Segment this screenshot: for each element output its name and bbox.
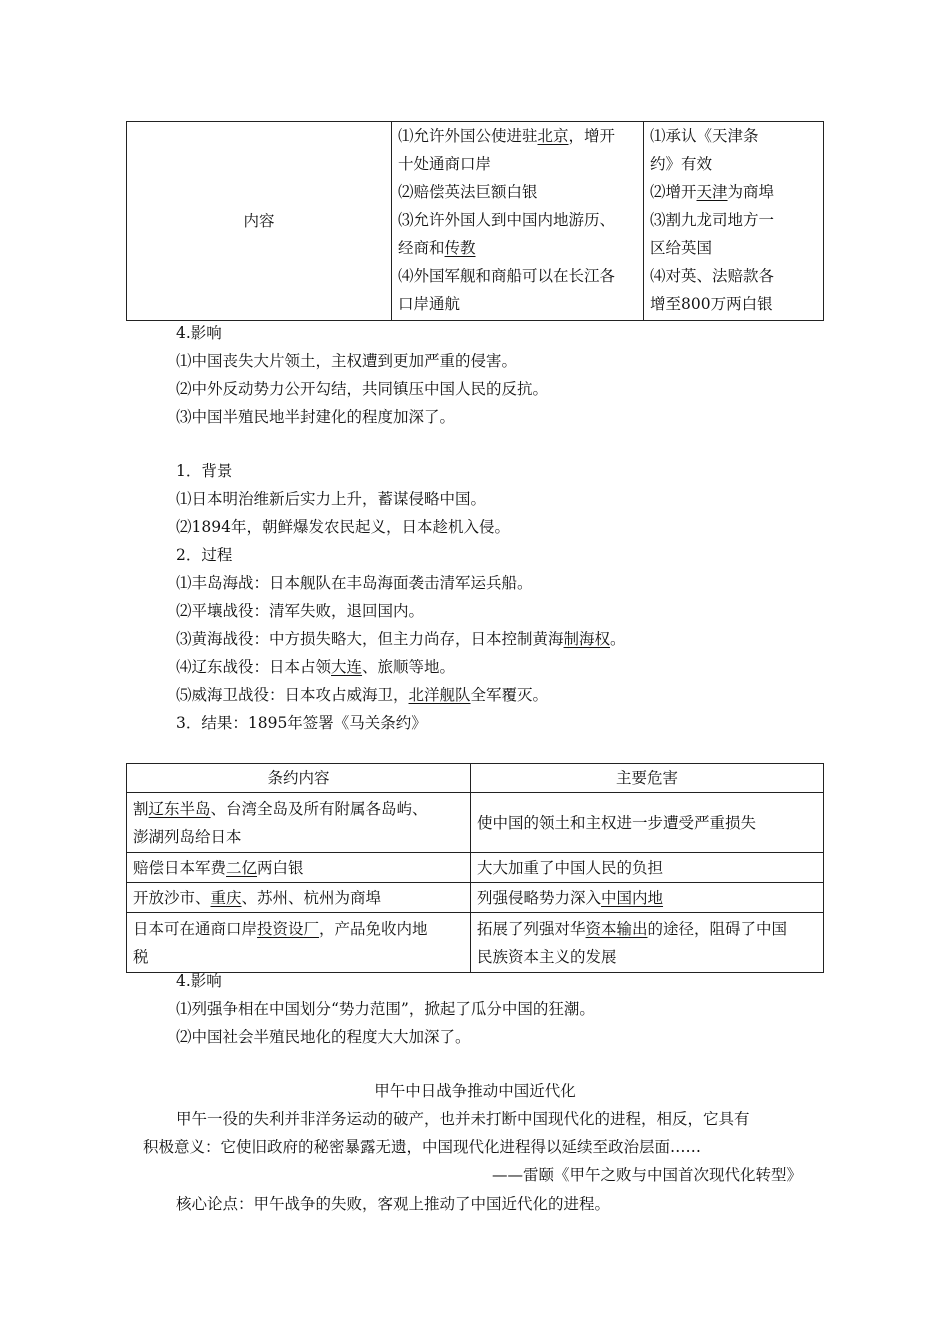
text-line [398,290,637,318]
text-segment: ⑷外国军舰和商船可以在长江各 [398,267,616,285]
underlined-term: 制海权 [563,630,611,648]
text-line [398,178,637,206]
text-segment: ⑵1894年，朝鲜爆发农民起义，日本趁机入侵。 [176,518,510,536]
text-line [176,569,626,597]
harm-cell [471,883,824,913]
text-segment: 开放沙市、 [133,888,211,907]
text-segment: 口岸通航 [398,295,461,313]
text-segment: 两白银 [257,858,304,877]
text-line [398,150,637,178]
beijing-treaty-cell [392,122,644,321]
text-line [398,234,637,262]
text-line [477,915,817,943]
text-segment: 拓展了列强对华 [477,919,586,938]
core-argument: 核心论点：甲午战争的失败，客观上推动了中国近代化的进程。 [176,1195,611,1213]
impact-section-2 [176,967,595,1051]
text-segment: ，增开 [568,127,616,145]
text-line [176,485,626,513]
text-segment: 为商埠 [727,183,775,201]
text-segment: 4.影响 [176,324,222,342]
underlined-term: 二亿 [226,858,258,877]
underlined-term: 北京 [537,127,569,145]
harm-cell [471,913,824,973]
text-line [176,1023,595,1051]
harm-cell [471,853,824,883]
text-segment: ⑴允许外国公使进驻 [398,127,538,145]
text-segment: 使中国的领土和主权进一步遭受严重损失 [477,813,757,832]
text-line [477,884,817,912]
text-segment: 大大加重了中国人民的负担 [477,858,664,877]
text-segment: 3．结果：1895年签署《马关条约》 [176,714,427,732]
impact-section-1 [176,319,548,431]
text-line [398,122,637,150]
row-label: 内容 [243,212,275,230]
terms-cell [127,913,471,973]
text-segment: ⑶允许外国人到中国内地游历、 [398,211,616,229]
text-segment: 十处通商口岸 [398,155,492,173]
terms-cell [127,883,471,913]
text-segment: ⑴中国丧失大片领土，主权遭到更加严重的侵害。 [176,352,518,370]
text-segment: ⑴丰岛海战：日本舰队在丰岛海面袭击清军运兵船。 [176,574,533,592]
text-segment: 。 [610,630,626,648]
text-line [133,915,464,943]
header-terms: 条约内容 [127,764,471,793]
underlined-term: 中国内地 [601,888,664,907]
section-lines [176,457,626,737]
text-line [398,262,637,290]
header-harm: 主要危害 [471,764,824,793]
text-segment: 的途径，阻碍了中国 [647,919,788,938]
essay-paragraph-2: 积极意义：它使旧政府的秘密暴露无遗，中国现代化进程得以延续至政治层面…… [143,1138,702,1156]
text-segment: 经商和 [398,239,445,257]
convention-cell [644,122,824,321]
text-segment: ⑶黄海战役：中方损失略大，但主力尚存，日本控制黄海 [176,630,564,648]
text-line [398,206,637,234]
underlined-term: 北洋舰队 [408,686,471,704]
text-segment: 、苏州、杭州为商埠 [241,888,382,907]
text-line [176,541,626,569]
text-line [176,681,626,709]
treaty-content-table [126,121,824,321]
text-line [650,262,817,290]
text-line [650,122,817,150]
text-segment: 民族资本主义的发展 [477,947,617,966]
essay-title: 甲午中日战争推动中国近代化 [374,1082,576,1100]
text-segment: 2．过程 [176,546,233,564]
shimonoseki-treaty-table [126,763,824,973]
text-line [650,206,817,234]
text-segment: ⑷辽东战役：日本占领 [176,658,332,676]
sino-japanese-war-section [176,457,626,737]
cell-lines [650,122,817,318]
terms-cell [127,793,471,853]
text-segment: 约》有效 [650,155,713,173]
row-label-cell [127,122,392,321]
text-line [176,597,626,625]
text-line [176,319,548,347]
text-segment: 全军覆灭。 [470,686,549,704]
text-segment: ⑷对英、法赔款各 [650,267,775,285]
text-line [176,513,626,541]
text-line [133,884,464,912]
text-segment: 日本可在通商口岸 [133,919,258,938]
text-segment: ⑴日本明治维新后实力上升，蓄谋侵略中国。 [176,490,487,508]
text-line [133,823,464,851]
underlined-term: 重庆 [210,888,242,907]
text-segment: ⑵中国社会半殖民地化的程度大大加深了。 [176,1028,471,1046]
underlined-term: 投资设厂 [257,919,320,938]
text-line [176,457,626,485]
text-segment: ⑶中国半殖民地半封建化的程度加深了。 [176,408,456,426]
essay-source: ——雷颐《甲午之败与中国首次现代化转型》 [491,1166,802,1184]
text-segment: 4.影响 [176,972,222,990]
text-line [176,625,626,653]
text-line [477,809,817,837]
text-segment: ⑵增开 [650,183,697,201]
text-segment: ⑶割九龙司地方一 [650,211,775,229]
text-line [133,854,464,882]
underlined-term: 辽东半岛 [148,799,211,818]
text-line [650,290,817,318]
text-segment: ⑴列强争相在中国划分“势力范围”，掀起了瓜分中国的狂潮。 [176,1000,595,1018]
text-line [176,347,548,375]
text-line [176,995,595,1023]
section-lines [176,319,548,431]
text-line [176,375,548,403]
text-line [176,653,626,681]
underlined-term: 大连 [331,658,363,676]
text-segment: ⑴承认《天津条 [650,127,759,145]
text-segment: ⑵平壤战役：清军失败，退回国内。 [176,602,425,620]
text-line [176,403,548,431]
text-line [477,854,817,882]
text-segment: 赔偿日本军费 [133,858,227,877]
underlined-term: 资本输出 [585,919,648,938]
text-line [176,709,626,737]
text-segment: 、旅顺等地。 [362,658,456,676]
underlined-term: 天津 [696,183,728,201]
text-segment: 1．背景 [176,462,233,480]
text-segment: ⑸威海卫战役：日本攻占威海卫， [176,686,409,704]
text-segment: 区给英国 [650,239,713,257]
text-segment: 列强侵略势力深入 [477,888,602,907]
terms-cell [127,853,471,883]
text-segment: ，产品免收内地 [319,919,428,938]
essay-paragraph-1: 甲午一役的失利并非洋务运动的破产，也并未打断中国现代化的进程，相反，它具有 [176,1110,750,1128]
cell-lines [398,122,637,318]
underlined-term: 传教 [444,239,476,257]
text-segment: 增至800万两白银 [650,295,773,313]
text-segment: ⑵中外反动势力公开勾结，共同镇压中国人民的反抗。 [176,380,549,398]
text-line [133,795,464,823]
text-line [650,178,817,206]
section-lines [176,967,595,1051]
text-line [650,150,817,178]
harm-cell [471,793,824,853]
text-line [176,967,595,995]
text-segment: 澎湖列岛给日本 [133,827,242,846]
text-segment: 割 [133,799,149,818]
text-line [650,234,817,262]
text-segment: 、台湾全岛及所有附属各岛屿、 [210,799,428,818]
text-segment: ⑵赔偿英法巨额白银 [398,183,538,201]
text-segment: 税 [133,947,149,966]
